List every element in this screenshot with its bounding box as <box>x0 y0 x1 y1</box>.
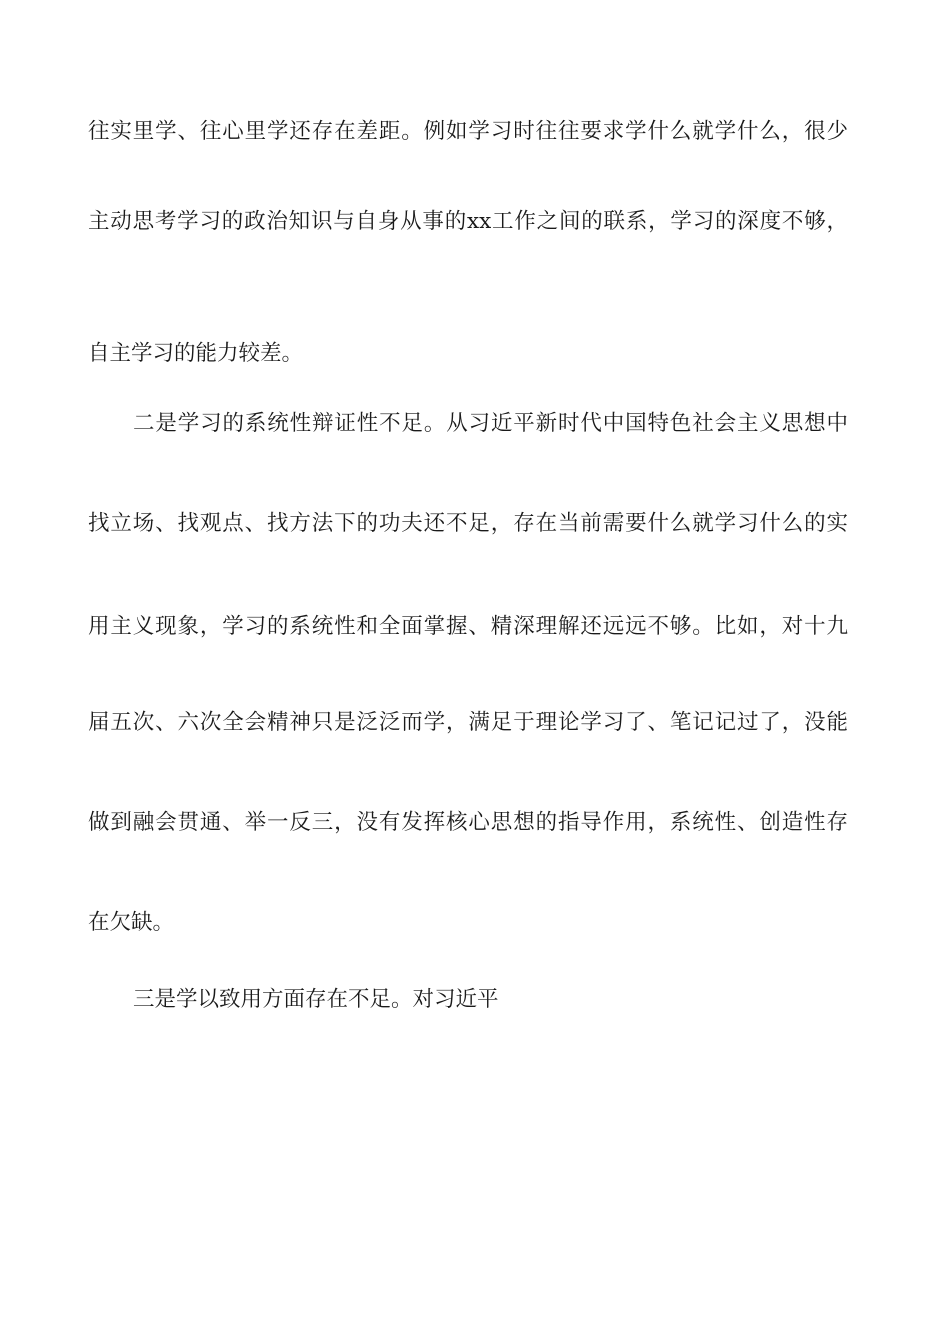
text-line: 自主学习的能力较差。 <box>88 341 304 366</box>
text-line: 往实里学、往心里学还存在差距。例如学习时往往要求学什么就学什么，很少 <box>88 119 848 144</box>
text-line: 做到融会贯通、举一反三，没有发挥核心思想的指导作用，系统性、创造性存 <box>88 810 848 835</box>
paragraph-start-line: 二是学习的系统性辩证性不足。从习近平新时代中国特色社会主义思想中 <box>133 411 848 436</box>
text-line: 在欠缺。 <box>88 910 175 935</box>
text-line: 找立场、找观点、找方法下的功夫还不足，存在当前需要什么就学习什么的实 <box>88 511 848 536</box>
paragraph-start-line: 三是学以致用方面存在不足。对习近平 <box>133 987 499 1012</box>
text-line: 用主义现象，学习的系统性和全面掌握、精深理解还远远不够。比如，对十九 <box>88 614 848 639</box>
text-line: 主动思考学习的政治知识与自身从事的xx工作之间的联系，学习的深度不够， <box>88 209 848 234</box>
text-line: 届五次、六次全会精神只是泛泛而学，满足于理论学习了、笔记记过了，没能 <box>88 710 848 735</box>
